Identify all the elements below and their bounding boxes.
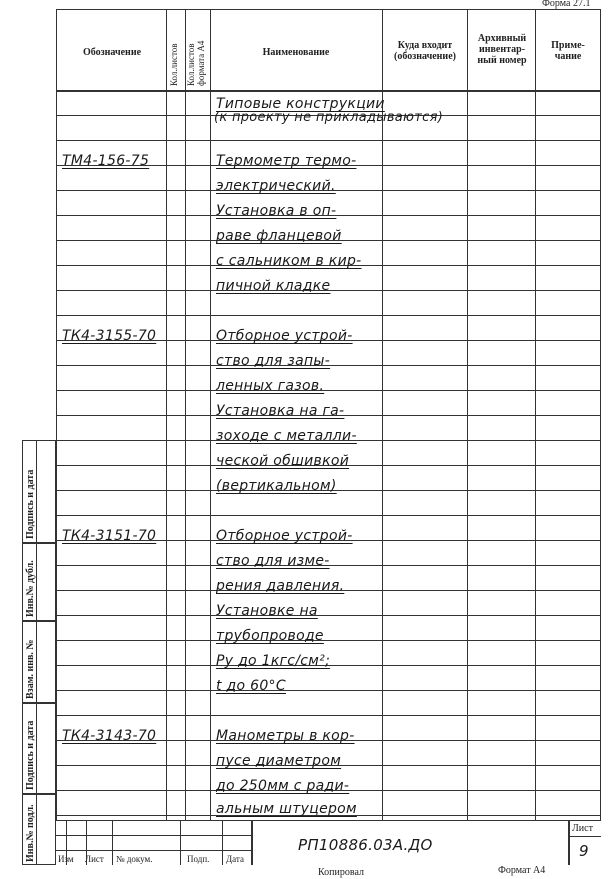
doc-code: РП10886.03А.ДО [298, 836, 433, 854]
footer-copied: Копировал [318, 867, 364, 878]
header-divider [56, 90, 601, 92]
side-label-5: Подпись и дата [25, 469, 36, 539]
entry-3-line-3: рения давления. [216, 578, 345, 594]
header-name: Наименование [262, 47, 330, 58]
tb-col-label-3: № докум. [116, 854, 153, 864]
sheet-number: 9 [579, 842, 589, 860]
entry-2-line-7: (вертикальном) [216, 478, 337, 494]
side-label-4: Инв.№ дубл. [25, 560, 36, 617]
entry-3-line-4: Установке на [216, 603, 318, 619]
footer-format: Формат А4 [498, 865, 546, 876]
entry-2-line-4: Установка на га- [216, 403, 345, 419]
row-line [56, 390, 601, 391]
row-line [56, 515, 601, 516]
tb-col-label-1: Изм [58, 854, 74, 864]
tb-col-label-4: Подп. [187, 854, 210, 864]
entry-4-line-2: пусе диаметром [216, 753, 342, 769]
entry-3-line-1: Отборное устрой- [216, 528, 353, 544]
tb-sheet-col [568, 820, 570, 865]
entry-1-line-6: пичной кладке [216, 278, 331, 294]
tb-col-4 [180, 820, 181, 865]
side-label-1: Инв.№ подл. [25, 804, 36, 862]
tb-col-6 [251, 820, 253, 865]
entry-2-code: ТК4-3155-70 [62, 328, 157, 344]
entry-3-line-2: ство для изме- [216, 553, 330, 569]
entry-1-line-4: раве фланцевой [216, 228, 342, 244]
tb-col-3 [112, 820, 113, 865]
entry-1-line-1: Термометр термо- [216, 153, 357, 169]
side-strip-row-1 [22, 542, 56, 544]
entry-2-line-5: зоходе с металли- [216, 428, 357, 444]
form-label: Форма 27.1 [542, 0, 591, 9]
row-line [56, 715, 601, 716]
header-designation: Обозначение [82, 47, 142, 58]
section-title-line1: Типовые конструкции [216, 96, 385, 112]
header-sheets-format-text: Кол.листов формата А4 [186, 40, 206, 86]
header-where-included: Куда входит (обозначение) [394, 40, 456, 62]
entry-1-code: ТМ4-156-75 [62, 153, 150, 169]
row-line [56, 640, 601, 641]
entry-1-line-3: Установка в оп- [216, 203, 337, 219]
entry-4-line-1: Манометры в кор- [216, 728, 355, 744]
header-archive-number: Архивный инвентар-ный номер [477, 33, 527, 66]
header-note: Приме-чание [551, 40, 585, 62]
entry-4-code: ТК4-3143-70 [62, 728, 157, 744]
side-strip-row-4 [22, 793, 56, 795]
side-strip-divider [36, 440, 37, 865]
entry-1-line-2: электрический. [216, 178, 336, 194]
entry-2-line-2: ство для запы- [216, 353, 331, 369]
side-strip-row-3 [22, 702, 56, 704]
tb-col-label-5: Дата [226, 854, 244, 864]
entry-2-line-3: ленных газов. [216, 378, 325, 394]
side-label-3: Взам. инв. № [25, 639, 36, 699]
side-label-2: Подпись и дата [25, 720, 36, 790]
tb-sheet-row [568, 836, 601, 837]
entry-1-line-5: с сальником в кир- [216, 253, 362, 269]
row-line [56, 315, 601, 316]
entry-2-line-1: Отборное устрой- [216, 328, 353, 344]
side-strip-row-2 [22, 620, 56, 622]
row-line [56, 140, 601, 141]
entry-4-line-4: альным штуцером [216, 801, 357, 817]
row-line [56, 690, 601, 691]
entry-2-line-6: ческой обшивкой [216, 453, 350, 469]
entry-3-line-7: t до 60°С [216, 678, 286, 694]
tb-col-label-2: Лист [85, 854, 104, 864]
entry-3-line-6: Ру до 1кгс/см²; [216, 653, 331, 669]
entry-3-line-5: трубопроводе [216, 628, 324, 644]
section-title-line2: (к проекту не прикладываются) [214, 110, 444, 125]
header-sheets-format [186, 16, 206, 86]
tb-col-5 [222, 820, 223, 865]
sheet-label: Лист [572, 823, 593, 834]
entry-3-code: ТК4-3151-70 [62, 528, 157, 544]
row-line [56, 615, 601, 616]
entry-4-line-3: до 250мм с ради- [216, 778, 350, 794]
header-sheets-count: Кол.листов [169, 43, 179, 86]
